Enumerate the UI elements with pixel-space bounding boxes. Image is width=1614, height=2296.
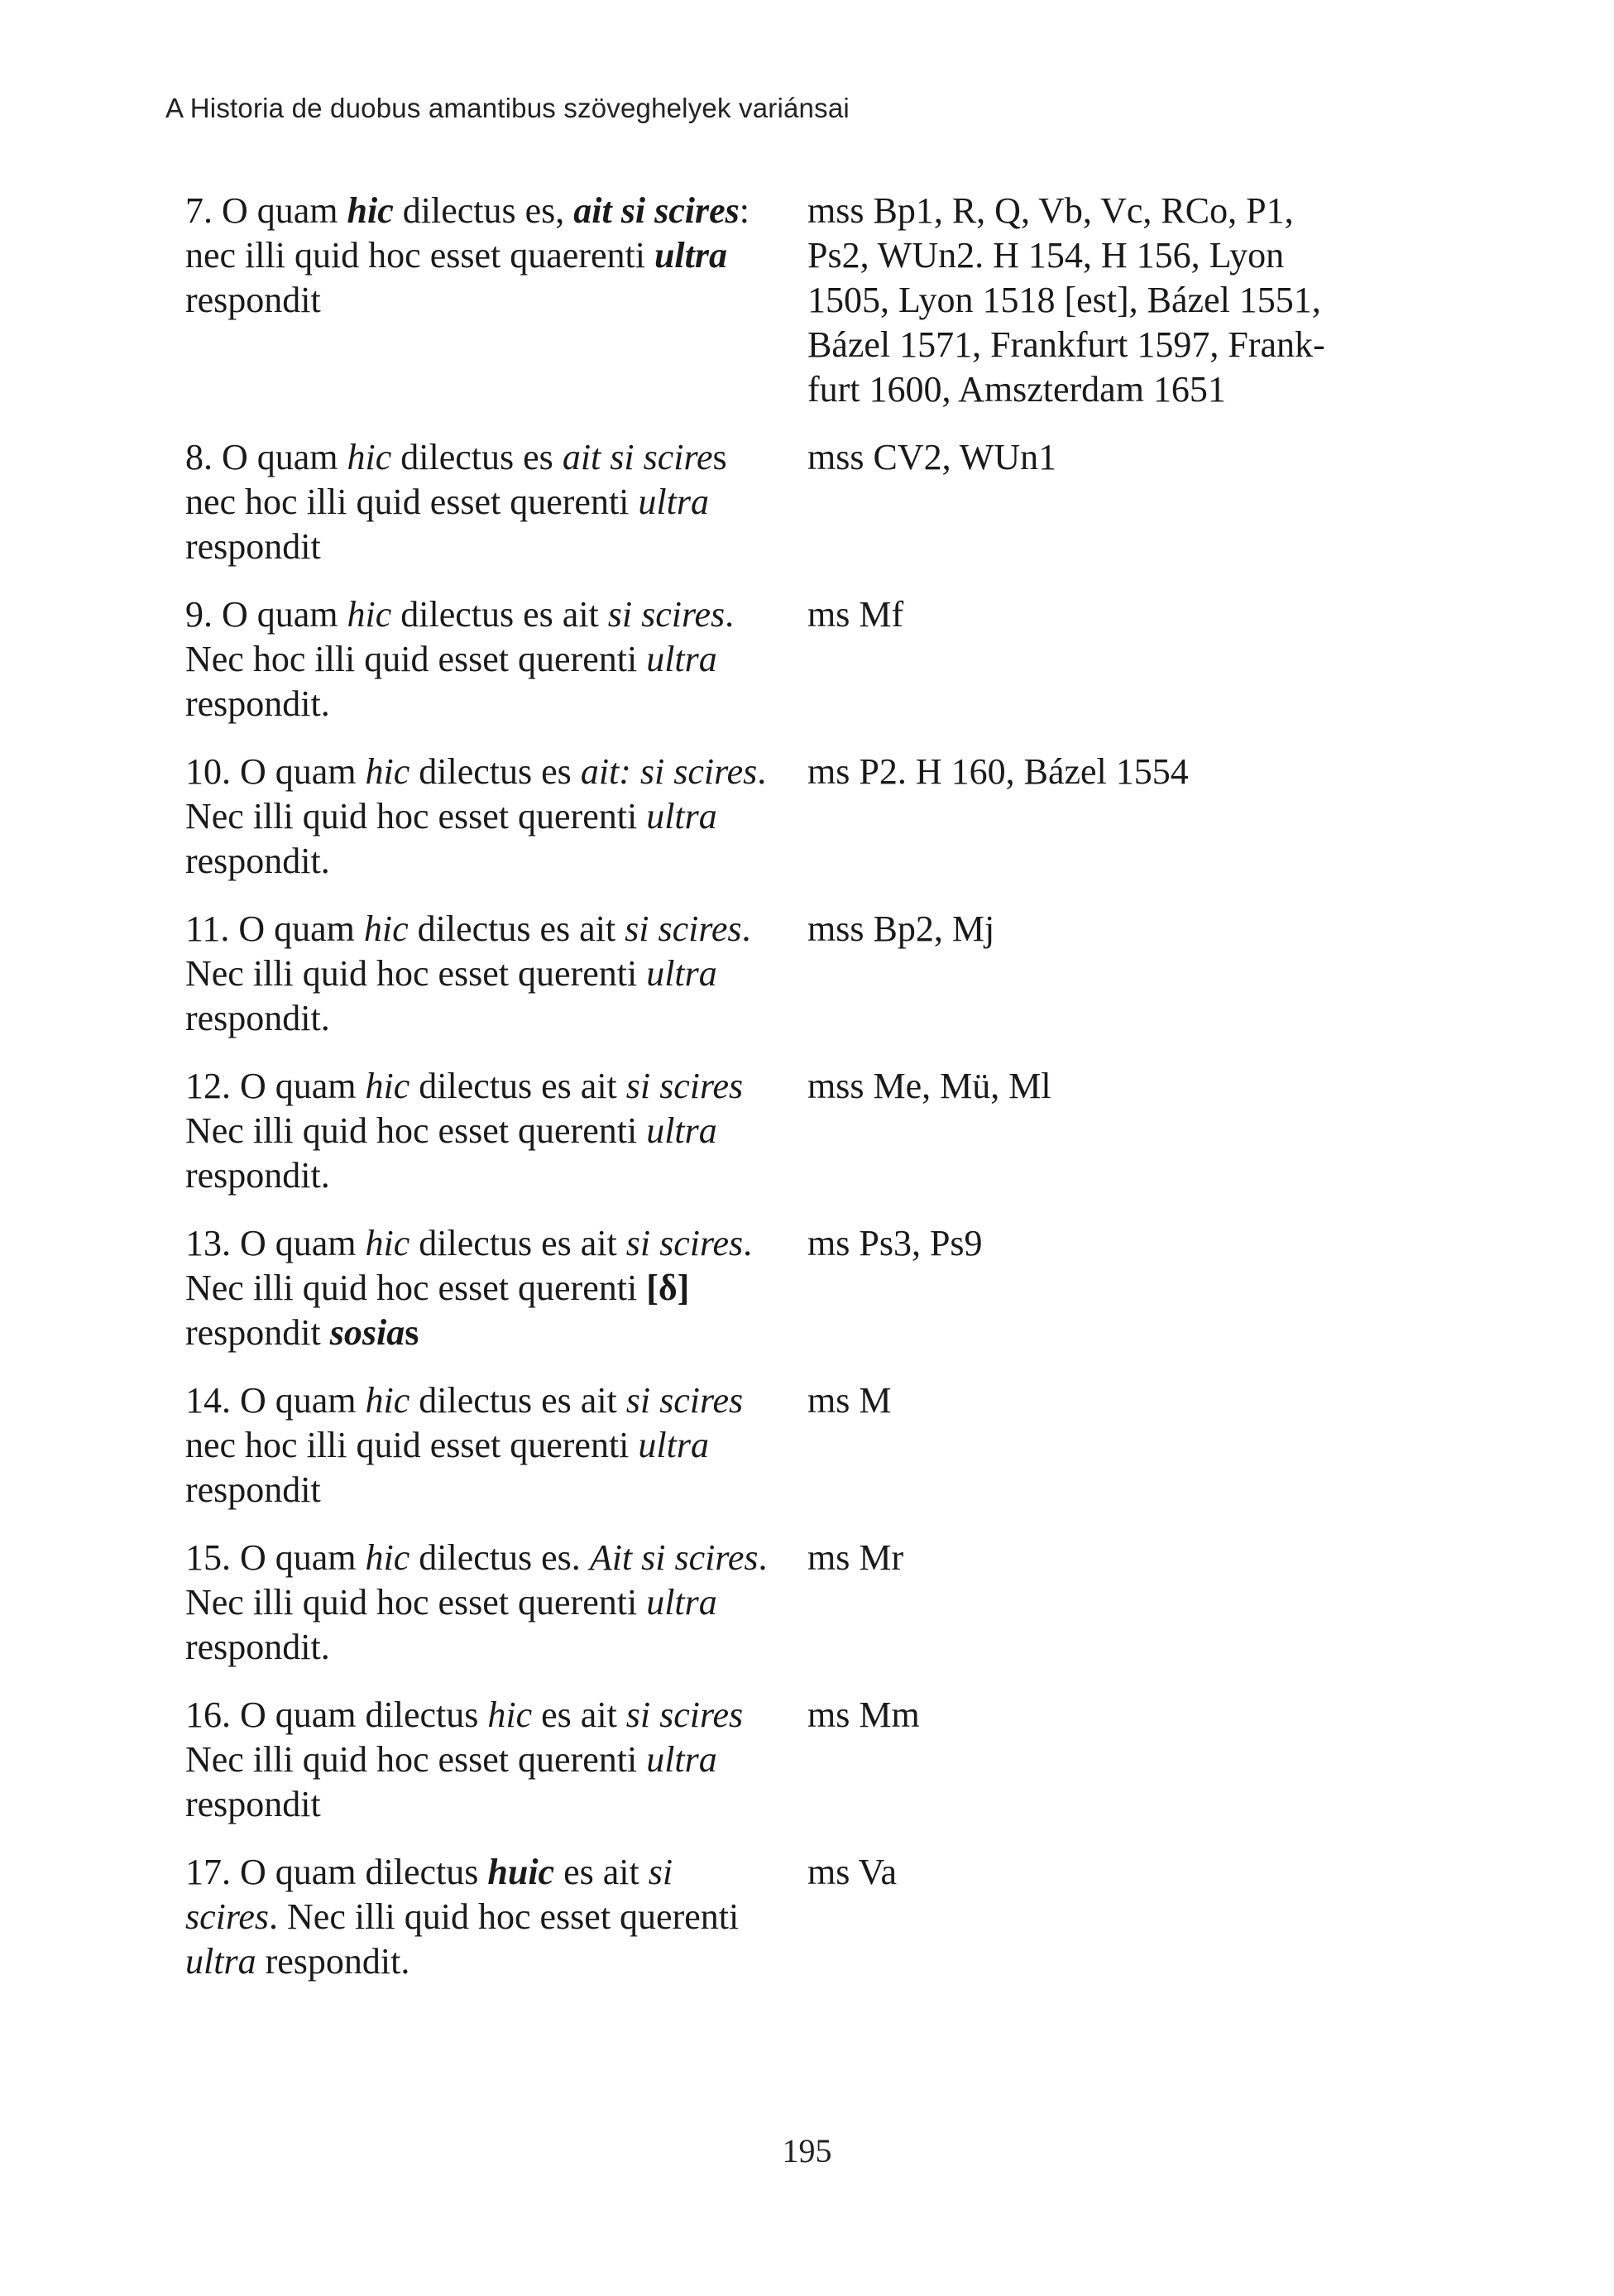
variant-sources: ms M: [807, 1380, 892, 1421]
variant-text: 15. O quam hic dilectus es. Ait si scires. Nec illi quid hoc esset querenti ultra respondit.: [185, 1537, 768, 1667]
variant-text: 8. O quam hic dilectus es ait si scires nec hoc illi quid esset querenti ultra respondit: [185, 437, 727, 567]
variant-sources: ms Va: [807, 1852, 897, 1892]
variant-text: 11. O quam hic dilectus es ait si scires. Nec illi quid hoc esset querenti ultra respondit.: [185, 908, 751, 1038]
variant-sources: mss Bp2, Mj: [807, 908, 995, 949]
variant-entry: [185, 592, 1410, 726]
variant-sources: mss Bp1, R, Q, Vb, Vc, RCo, P1, Ps2, WUn2. H 154, H 156, Lyon 1505, Lyon 1518 [est], Bázel 1551, Bázel 1571, Frankfurt 1597, Frank- furt 1600, Amszterdam 1651: [807, 190, 1325, 410]
variant-sources: mss CV2, WUn1: [807, 437, 1057, 477]
variant-sources: ms Mr: [807, 1537, 904, 1578]
variant-sources: ms Mf: [807, 594, 904, 635]
variant-entry: [185, 1064, 1410, 1198]
variant-entry: [185, 907, 1410, 1041]
variant-text: 17. O quam dilectus huic es ait si scires. Nec illi quid hoc esset querenti ultra respondit.: [185, 1852, 740, 1982]
variant-entry: [185, 189, 1410, 412]
variant-entry: [185, 435, 1410, 569]
variant-text: 9. O quam hic dilectus es ait si scires. Nec hoc illi quid esset querenti ultra respondit.: [185, 594, 735, 724]
variant-entry: [185, 1378, 1410, 1512]
variant-sources: ms Mm: [807, 1694, 920, 1735]
variant-sources: ms Ps3, Ps9: [807, 1223, 983, 1263]
variant-text: 13. O quam hic dilectus es ait si scires. Nec illi quid hoc esset querenti [δ] respondit sosias: [185, 1223, 753, 1353]
variant-text: 16. O quam dilectus hic es ait si scires Nec illi quid hoc esset querenti ultra respondit: [185, 1694, 744, 1824]
variant-entry: [185, 1850, 1410, 1984]
page-number: 195: [782, 2132, 832, 2169]
variant-sources: mss Me, Mü, Ml: [807, 1066, 1051, 1106]
variant-entry: [185, 1536, 1410, 1670]
variant-text: 10. O quam hic dilectus es ait: si scires. Nec illi quid hoc esset querenti ultra respondit.: [185, 751, 767, 881]
variant-text: 7. O quam hic dilectus es, ait si scires: nec illi quid hoc esset quaerenti ultra respondit: [185, 190, 750, 320]
running-head: A Historia de duobus amantibus szöveghelyek variánsai: [165, 93, 850, 123]
variant-entry: [185, 1221, 1410, 1355]
variant-entry: [185, 750, 1410, 884]
variant-text: 12. O quam hic dilectus es ait si scires Nec illi quid hoc esset querenti ultra respondit.: [185, 1066, 744, 1196]
variant-text: 14. O quam hic dilectus es ait si scires nec hoc illi quid esset querenti ultra respondit: [185, 1380, 744, 1510]
variant-entry: [185, 1693, 1410, 1827]
variant-list: [185, 189, 1410, 2007]
variant-sources: ms P2. H 160, Bázel 1554: [807, 751, 1189, 792]
